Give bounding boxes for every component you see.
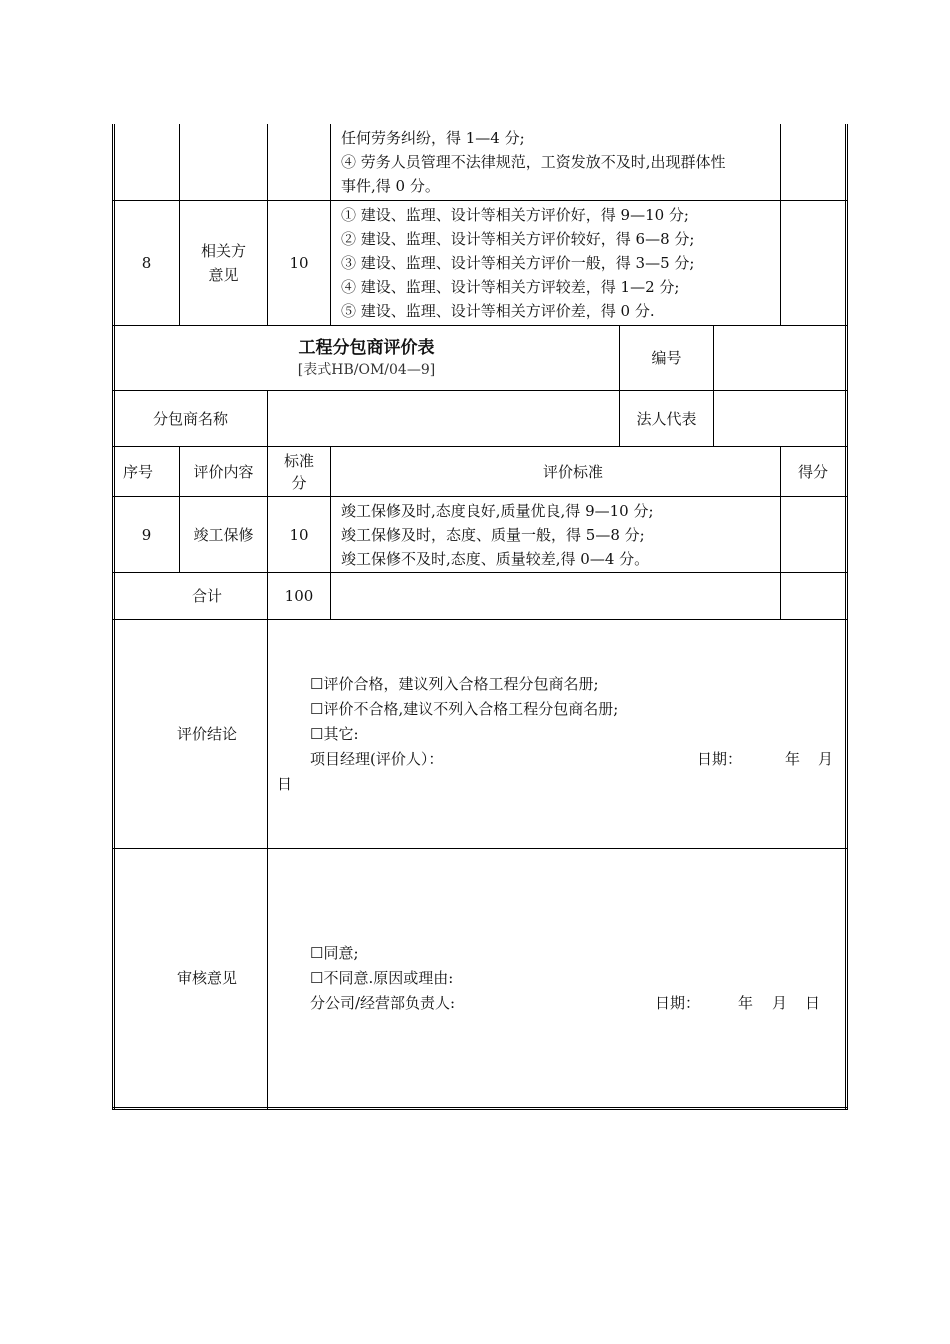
conclusion-option-qualified[interactable]: ☐评价合格，建议列入合格工程分包商名册; — [310, 675, 599, 693]
criteria-line: ⑤ 建设、监理、设计等相关方评价差，得 0 分. — [341, 302, 655, 320]
col-header-standard-line2: 分 — [291, 473, 307, 492]
criteria-line: 任何劳务纠纷，得 1—4 分; — [341, 129, 525, 147]
row8-content-line2: 意见 — [208, 266, 239, 284]
col-header-standard — [268, 447, 330, 496]
row8-content-line1: 相关方 — [200, 242, 246, 260]
criteria-line: 竣工保修及时，态度、质量一般，得 5—8 分; — [341, 525, 645, 544]
row9-standard: 10 — [289, 525, 309, 544]
criteria-line: ④ 劳务人员管理不法律规范，工资发放不及时,出现群体性 — [341, 153, 726, 171]
form-title-block — [114, 326, 619, 390]
col-header-standard-line1: 标准 — [283, 451, 314, 470]
number-label: 编号 — [651, 349, 682, 367]
total-criteria — [331, 573, 780, 619]
number-value[interactable] — [714, 326, 845, 390]
criteria-line: ③ 建设、监理、设计等相关方评价一般，得 3—5 分; — [341, 254, 695, 272]
legal-rep-label: 法人代表 — [636, 409, 697, 428]
criteria-line: ④ 建设、监理、设计等相关方评较差，得 1—2 分; — [341, 278, 680, 296]
review-day: 日 — [805, 994, 821, 1012]
conclusion-label: 评价结论 — [176, 725, 237, 743]
row9-criteria — [331, 497, 780, 572]
criteria-line: 事件,得 0 分。 — [341, 177, 440, 195]
review-date-label: 日期： — [655, 994, 701, 1012]
row9-no: 9 — [141, 525, 152, 544]
review-option-disagree[interactable]: ☐不同意.原因或理由: — [310, 969, 454, 987]
total-value: 100 — [284, 587, 314, 605]
review-signer: 分公司/经营部负责人: — [310, 994, 456, 1012]
total-score[interactable] — [781, 573, 845, 619]
form-code: [表式HB/OM/04—9] — [297, 362, 436, 378]
row-continued-criteria — [331, 124, 780, 200]
col-header-score: 得分 — [797, 462, 828, 481]
conclusion-manager: 项目经理(评价人）： — [310, 750, 444, 768]
col-header-content: 评价内容 — [193, 462, 254, 481]
conclusion-option-unqualified[interactable]: ☐评价不合格,建议不列入合格工程分包商名册; — [310, 700, 619, 718]
form-title: 工程分包商评价表 — [298, 338, 435, 358]
row8-standard: 10 — [289, 254, 309, 272]
subcontractor-label: 分包商名称 — [152, 409, 228, 428]
review-option-agree[interactable]: ☐同意; — [310, 944, 359, 962]
row8-no: 8 — [141, 254, 152, 272]
criteria-line: ② 建设、监理、设计等相关方评价较好，得 6—8 分; — [341, 230, 695, 248]
row8-criteria — [331, 201, 780, 325]
col-header-criteria: 评价标准 — [542, 462, 603, 481]
criteria-line: ① 建设、监理、设计等相关方评价好，得 9—10 分; — [341, 206, 689, 224]
row8-content — [180, 201, 267, 325]
legal-rep-value[interactable] — [714, 391, 845, 446]
subcontractor-value[interactable] — [268, 391, 619, 446]
criteria-line: 竣工保修及时,态度良好,质量优良,得 9—10 分; — [341, 501, 654, 520]
conclusion-date-label: 日期： — [697, 750, 743, 768]
row9-content: 竣工保修 — [193, 525, 254, 544]
review-label: 审核意见 — [176, 969, 237, 987]
conclusion-day: 日 — [277, 775, 293, 793]
conclusion-month: 月 — [818, 750, 834, 768]
col-header-no: 序号 — [122, 462, 153, 481]
conclusion-option-other[interactable]: ☐其它: — [310, 725, 359, 743]
total-label: 合计 — [191, 587, 222, 605]
review-year: 年 — [738, 994, 754, 1012]
review-month: 月 — [772, 994, 788, 1012]
conclusion-year: 年 — [785, 750, 801, 768]
row9-score[interactable] — [781, 497, 845, 572]
criteria-line: 竣工保修不及时,态度、质量较差,得 0—4 分。 — [341, 549, 650, 568]
